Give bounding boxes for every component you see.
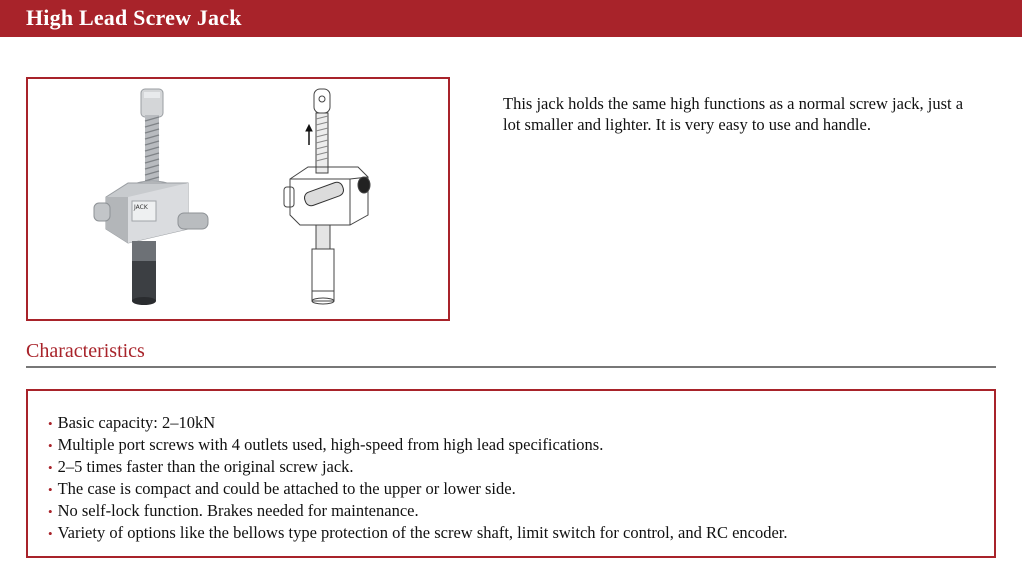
product-image-frame <box>26 77 450 321</box>
list-item: • Multiple port screws with 4 outlets used, high-speed from high lead specifications. <box>48 435 604 454</box>
intro-text: This jack holds the same high functions as a normal screw jack, just a lot smaller and lighter. It is very easy to use and handle. <box>503 93 964 134</box>
jack-cutaway-drawing <box>284 89 370 304</box>
list-item: • Variety of options like the bellows type protection of the screw shaft, limit switch for control, and RC encoder. <box>48 523 788 542</box>
bullet-icon: • <box>48 482 53 497</box>
characteristics-heading: Characteristics <box>26 340 145 362</box>
list-item: • The case is compact and could be attached to the upper or lower side. <box>48 479 516 498</box>
page-title: High Lead Screw Jack <box>26 5 242 30</box>
list-item: • No self-lock function. Brakes needed for maintenance. <box>48 501 419 520</box>
bullet-icon: • <box>48 526 53 541</box>
list-item: • Basic capacity: 2–10kN <box>48 413 216 432</box>
header-bar <box>0 0 1022 37</box>
jack-photo <box>94 89 208 305</box>
section-divider <box>26 366 996 368</box>
bullet-icon: • <box>48 416 53 431</box>
jack-logo: JACK <box>134 204 148 211</box>
characteristics-box <box>26 389 996 558</box>
characteristics-list <box>48 412 788 544</box>
product-image <box>28 79 448 319</box>
bullet-icon: • <box>48 438 53 453</box>
bullet-icon: • <box>48 504 53 519</box>
list-item: • 2–5 times faster than the original screw jack. <box>48 457 354 476</box>
bullet-icon: • <box>48 460 53 475</box>
